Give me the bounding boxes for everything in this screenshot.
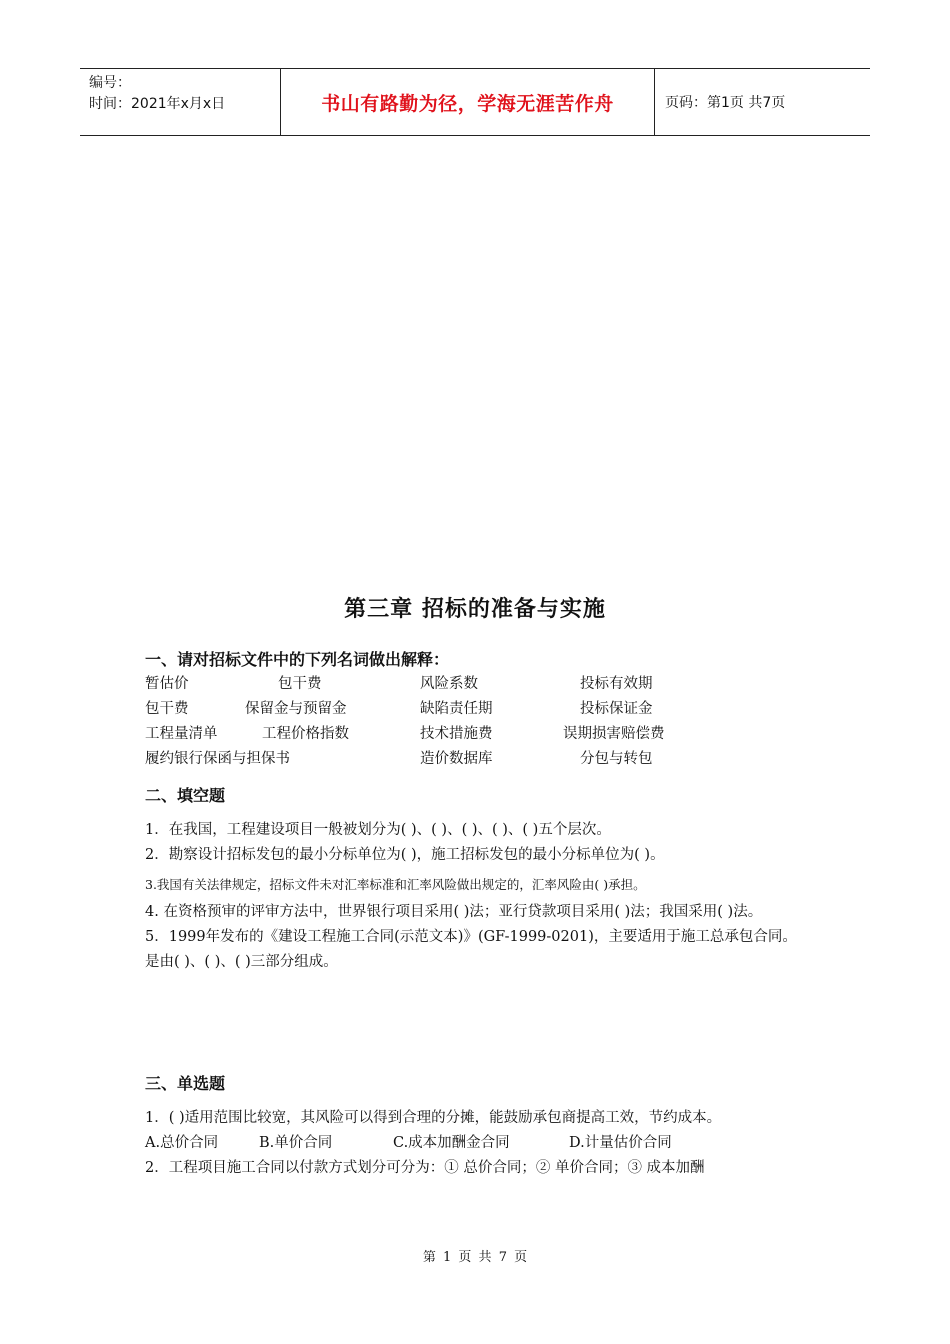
section-single-choice	[145, 1072, 810, 1181]
term: 暂估价	[145, 676, 189, 692]
option: B.单价合同	[259, 1135, 333, 1151]
term: 缺陷责任期	[420, 701, 493, 717]
term: 工程价格指数	[262, 726, 349, 742]
document-number: 编号：	[89, 75, 131, 91]
header-motto-cell	[281, 69, 655, 135]
option: A.总价合同	[145, 1135, 219, 1151]
term: 造价数据库	[420, 751, 493, 767]
term: 履约银行保函与担保书	[145, 751, 290, 767]
term: 投标保证金	[580, 701, 653, 717]
term: 保留金与预留金	[245, 701, 347, 717]
term-row	[145, 722, 810, 747]
section3-heading: 三、单选题	[145, 1074, 226, 1093]
term: 风险系数	[420, 676, 478, 692]
term: 包干费	[278, 676, 322, 692]
page-header	[80, 68, 870, 136]
header-motto: 书山有路勤为径，学海无涯苦作舟	[321, 92, 614, 115]
page-footer: 第 1 页 共 7 页	[422, 1250, 528, 1265]
term: 投标有效期	[580, 676, 653, 692]
term-row	[145, 672, 810, 697]
chapter-title: 第三章 招标的准备与实施	[344, 597, 606, 622]
question: 1．( )适用范围比较宽，其风险可以得到合理的分摊，能鼓励承包商提高工效，节约成本。	[145, 1110, 722, 1126]
header-info	[80, 69, 281, 135]
question-options	[145, 1131, 810, 1156]
term: 误期损害赔偿费	[563, 726, 665, 742]
section2-heading: 二、填空题	[145, 786, 226, 805]
question: 2．工程项目施工合同以付款方式划分可分为：① 总价合同；② 单价合同；③ 成本加酬	[145, 1160, 705, 1176]
term-row	[145, 697, 810, 722]
term: 技术措施费	[420, 726, 493, 742]
question: 3.我国有关法律规定，招标文件未对汇率标准和汇率风险做出规定的，汇率风险由( )承担。	[145, 877, 646, 892]
header-page-number: 页码：第1页 共7页	[665, 95, 786, 111]
document-date: 时间：2021年x月x日	[89, 96, 226, 112]
question: 1．在我国，工程建设项目一般被划分为( )、( )、( )、( )、( )五个层次。	[145, 822, 611, 838]
option: D.计量估价合同	[569, 1135, 672, 1151]
header-page-cell	[655, 69, 870, 135]
term: 包干费	[145, 701, 189, 717]
option: C.成本加酬金合同	[393, 1135, 510, 1151]
question: 2．勘察设计招标发包的最小分标单位为( )，施工招标发包的最小分标单位为( )。	[145, 847, 665, 863]
section-fill-blank	[145, 784, 810, 975]
section1-heading: 一、请对招标文件中的下列名词做出解释：	[145, 650, 450, 669]
term: 分包与转包	[580, 751, 653, 767]
question: 5．1999年发布的《建设工程施工合同(示范文本)》(GF-1999-0201)，主要适用于施工总承包合同。是由( )、( )、( )三部分组成。	[145, 929, 797, 970]
section-terms	[145, 648, 810, 772]
term-row	[145, 747, 810, 772]
question: 4. 在资格预审的评审方法中，世界银行项目采用( )法；亚行贷款项目采用( )法；我国采用( )法。	[145, 904, 763, 920]
term: 工程量清单	[145, 726, 218, 742]
